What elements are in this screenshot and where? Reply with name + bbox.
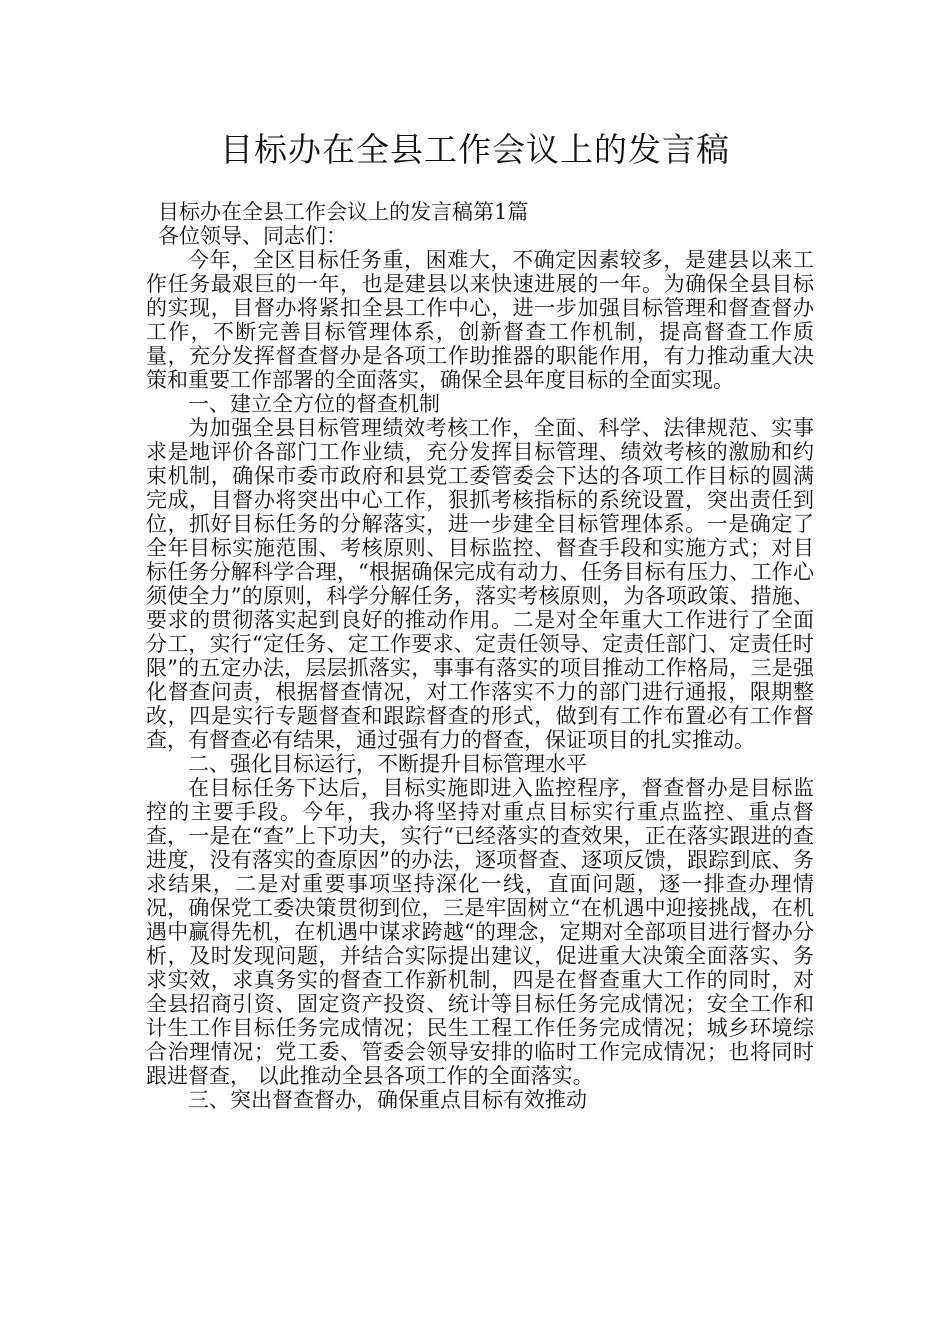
- section-heading-1: 一、建立全方位的督查机制: [188, 392, 440, 416]
- paragraph-section-1: 为加强全县目标管理绩效考核工作，全面、科学、法律规范、实事求是地评价各部门工作业绩，充分发挥目标管理、绩效考核的激励和约束机制，确保市委市政府和县党工委管委会下达的各项工作目标的圆满完成，目督办将突出中心工作，狠抓考核指标的系统设置，突出责任到位，抓好目标任务的分解落实，进一步建全目标管理体系。一是确定了全年目标实施范围、考核原则、目标监控、督查手段和实施方式；对目标任务分解科学合理，“根据确保完成有动力、任务目标有压力、工作心须使全力”的原则，科学分解任务，落实考核原则，为各项政策、措施、要求的贯彻落实起到良好的推动作用。二是对全年重大工作进行了全面分工，实行“定任务、定工作要求、定责任领导、定责任部门、定责任时限”的五定办法，层层抓落实，事事有落实的项目推动工作格局，三是强化督查问责，根据督查情况，对工作落实不力的部门进行通报，限期整改，四是实行专题督查和跟踪督查的形式，做到有工作布置必有工作督查，有督查必有结果，通过强有力的督查，保证项目的扎实推动。: [146, 416, 814, 752]
- section-heading-2: 二、强化目标运行，不断提升目标管理水平: [188, 752, 587, 776]
- paragraph-intro: 今年，全区目标任务重，困难大，不确定因素较多，是建县以来工作任务最艰巨的一年，也是建县以来快速进展的一年。为确保全县目标的实现，目督办将紧扣全县工作中心，进一步加强目标管理和督查督办工作，不断完善目标管理体系，创新督查工作机制，提高督查工作质量，充分发挥督查督办是各项工作助推器的职能作用，有力推动重大决策和重要工作部署的全面落实，确保全县年度目标的全面实现。: [146, 248, 814, 392]
- salutation: 各位领导、同志们：: [158, 224, 347, 248]
- document-body: [146, 200, 814, 1112]
- section-heading-3: 三、突出督查督办，确保重点目标有效推动: [188, 1088, 587, 1112]
- document-title: 目标办在全县工作会议上的发言稿: [220, 130, 730, 169]
- document-subtitle: 目标办在全县工作会议上的发言稿第1篇: [158, 200, 529, 224]
- paragraph-section-2: 在目标任务下达后，目标实施即进入监控程序，督查督办是目标监控的主要手段。今年，我办将坚持对重点目标实行重点监控、重点督查，一是在“查”上下功夫，实行“已经落实的查效果，正在落实跟进的查进度，没有落实的查原因”的办法，逐项督查、逐项反馈，跟踪到底、务求结果，二是对重要事项坚持深化一线，直面问题，逐一排查办理情况，确保党工委决策贯彻到位，三是牢固树立“在机遇中迎接挑战，在机遇中赢得先机，在机遇中谋求跨越“的理念，定期对全部项目进行督办分析，及时发现问题，并结合实际提出建议，促进重大决策全面落实、务求实效，求真务实的督查工作新机制，四是在督查重大工作的同时，对全县招商引资、固定资产投资、统计等目标任务完成情况；安全工作和计生工作目标任务完成情况；民生工程工作任务完成情况；城乡环境综合治理情况；党工委、管委会领导安排的临时工作完成情况；也将同时跟进督查， 以此推动全县各项工作的全面落实。: [146, 776, 814, 1088]
